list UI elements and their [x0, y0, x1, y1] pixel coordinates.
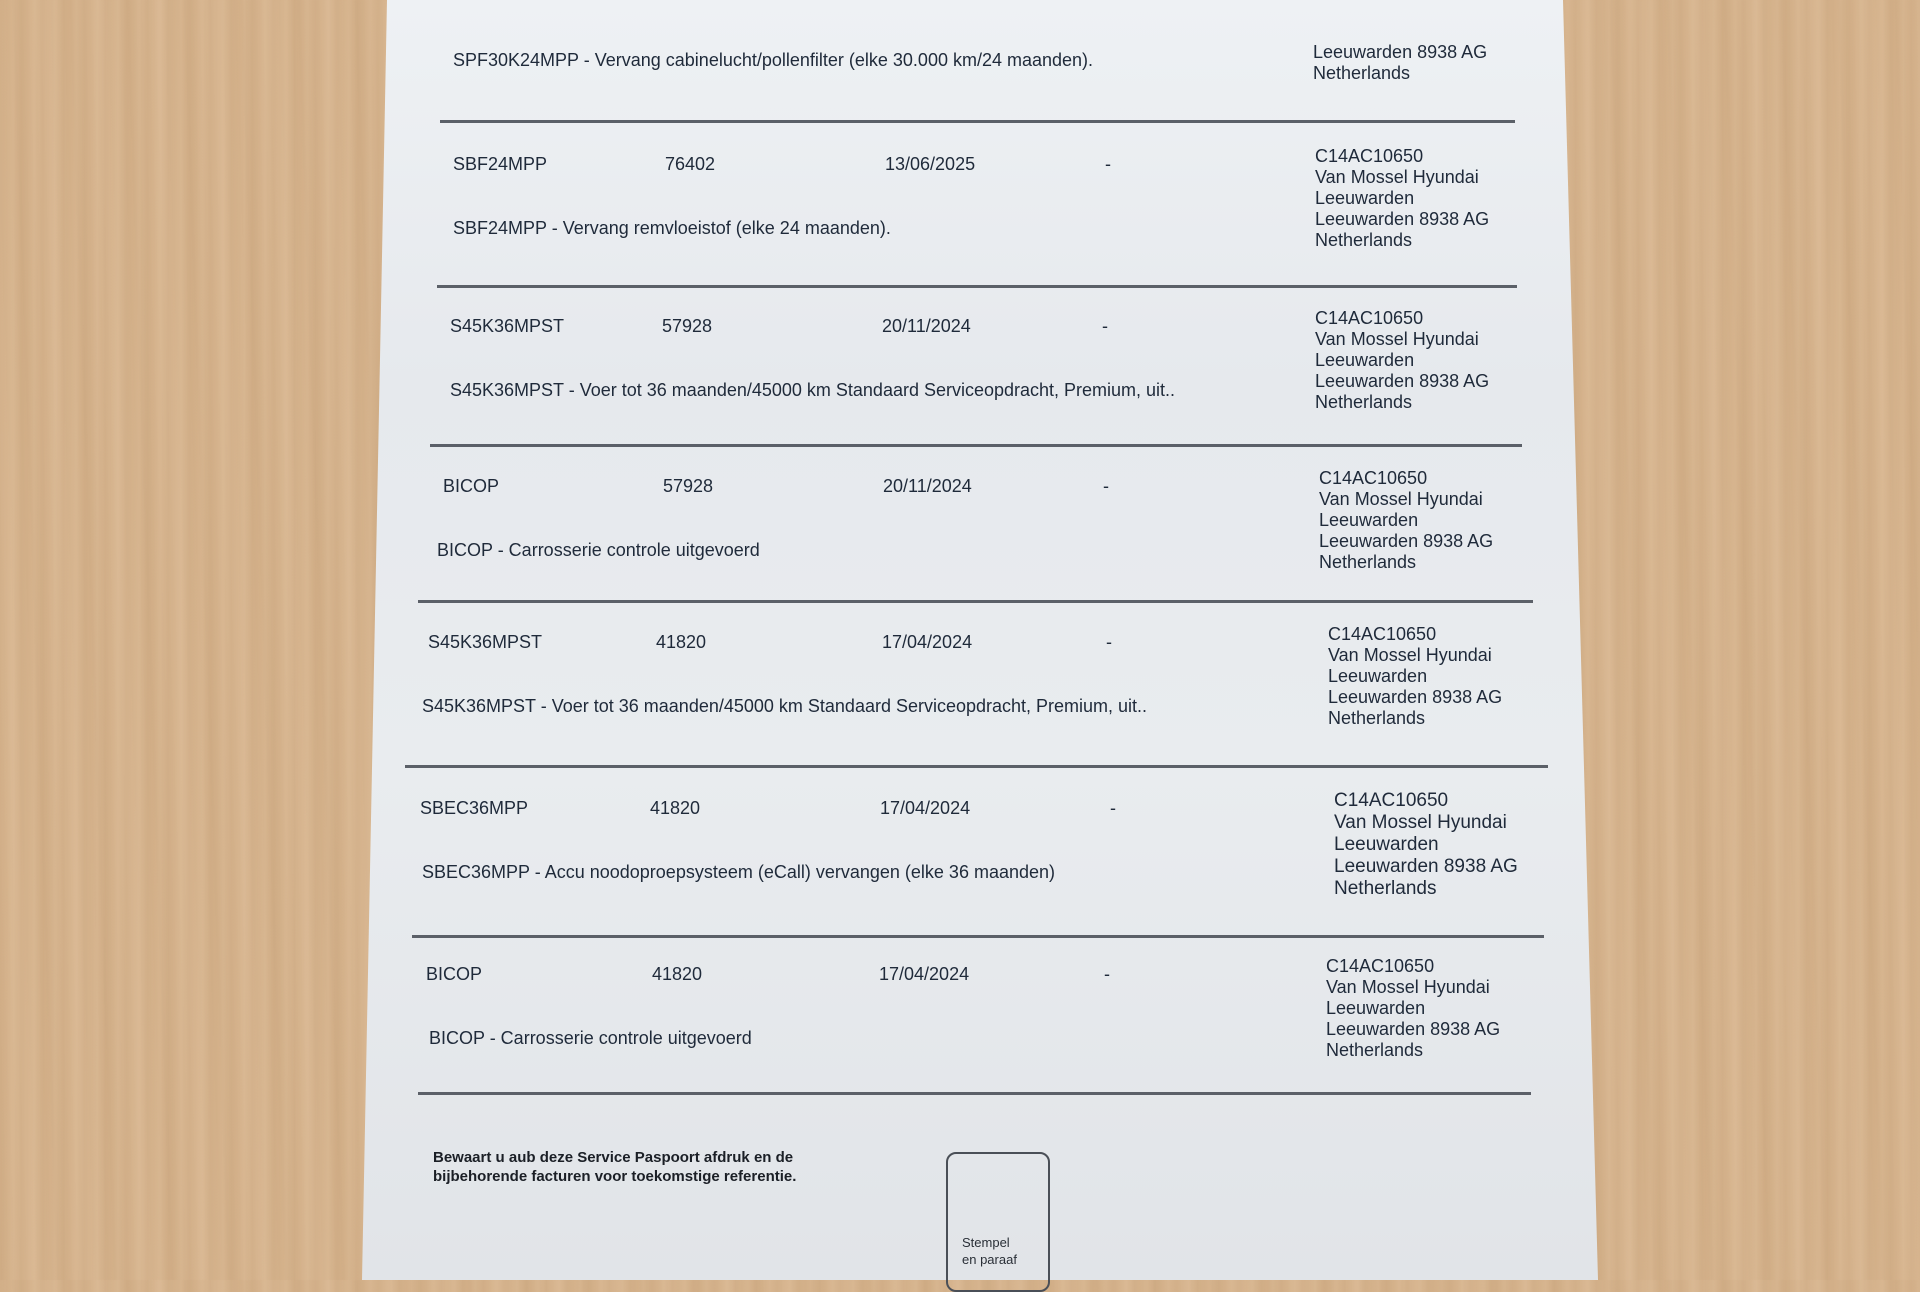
dealer-country: Netherlands: [1328, 708, 1426, 728]
dealer-postcode: Leeuwarden 8938 AG: [1326, 1019, 1501, 1039]
service-date: 17/04/2024: [880, 798, 971, 818]
service-date: 13/06/2025: [885, 154, 976, 174]
retention-note: [433, 1148, 873, 1186]
row-divider: [405, 765, 1548, 768]
entry-description: SPF30K24MPP - Vervang cabinelucht/pollenfilter (elke 30.000 km/24 maanden).: [453, 50, 1094, 70]
service-reference: 57928: [662, 316, 713, 336]
service-reference: 76402: [665, 154, 716, 174]
service-description: SBF24MPP - Vervang remvloeistof (elke 24 maanden).: [453, 218, 891, 238]
service-description: S45K36MPST - Voer tot 36 maanden/45000 km Standaard Serviceopdracht, Premium, uit..: [450, 380, 1176, 400]
service-reference: 41820: [656, 632, 707, 652]
dealer-country: Netherlands: [1315, 392, 1413, 412]
dealer-address: [1326, 956, 1500, 1061]
service-code: SBEC36MPP: [420, 798, 529, 818]
dealer-code: C14AC10650: [1326, 956, 1435, 976]
dealer-code: C14AC10650: [1315, 308, 1424, 328]
row-divider: [418, 1092, 1531, 1095]
dealer-postcode: Leeuwarden 8938 AG: [1319, 531, 1494, 551]
dealer-city: Leeuwarden: [1326, 998, 1426, 1018]
dealer-address: [1328, 624, 1502, 729]
dealer-city: Leeuwarden: [1315, 188, 1415, 208]
stamp-label-line: Stempel: [962, 1235, 1010, 1250]
dealer-address: [1334, 790, 1518, 900]
service-code: SBF24MPP: [453, 154, 548, 174]
dealer-city: Leeuwarden: [1328, 666, 1428, 686]
service-description: S45K36MPST - Voer tot 36 maanden/45000 km Standaard Serviceopdracht, Premium, uit..: [422, 696, 1148, 716]
service-code: S45K36MPST: [428, 632, 543, 652]
service-entry: [422, 308, 1507, 460]
dealer-city: Leeuwarden: [1334, 834, 1439, 855]
stamp-box: [946, 1152, 1050, 1292]
dealer-address: [1315, 308, 1489, 413]
dealer-postcode: Leeuwarden 8938 AG: [1315, 371, 1490, 391]
service-entry: [425, 146, 1510, 298]
dealer-city: Leeuwarden: [1319, 510, 1419, 530]
service-reference: 57928: [663, 476, 714, 496]
row-divider: [440, 120, 1515, 123]
retention-note-line: bijbehorende facturen voor toekomstige referentie.: [433, 1168, 797, 1185]
service-mileage: -: [1110, 798, 1116, 818]
dealer-name: Van Mossel Hyundai: [1326, 977, 1490, 997]
dealer-name: Van Mossel Hyundai: [1328, 645, 1492, 665]
service-reference: 41820: [650, 798, 701, 818]
service-code: BICOP: [443, 476, 500, 496]
service-entry: [392, 790, 1518, 942]
dealer-address: [1319, 468, 1493, 573]
service-date: 17/04/2024: [882, 632, 973, 652]
dealer-code: C14AC10650: [1334, 790, 1449, 811]
row-divider: [437, 285, 1517, 288]
service-date: 20/11/2024: [882, 316, 971, 336]
service-entry: [400, 624, 1503, 776]
service-reference: 41820: [652, 964, 703, 984]
service-code: BICOP: [426, 964, 483, 984]
dealer-postcode: Leeuwarden 8938 AG: [1328, 687, 1503, 707]
service-mileage: -: [1103, 476, 1109, 496]
service-date: 20/11/2024: [883, 476, 972, 496]
dealer-name: Van Mossel Hyundai: [1319, 489, 1483, 509]
dealer-country: Netherlands: [1315, 230, 1413, 250]
dealer-city: Leeuwarden: [1315, 350, 1415, 370]
dealer-postcode: Leeuwarden 8938 AG: [1334, 856, 1518, 877]
row-divider: [412, 935, 1544, 938]
dealer-name: Van Mossel Hyundai: [1315, 329, 1479, 349]
service-mileage: -: [1105, 154, 1111, 174]
service-description: SBEC36MPP - Accu noodoproepsysteem (eCall) vervangen (elke 36 maanden): [422, 862, 1056, 882]
row-divider: [418, 600, 1533, 603]
dealer-code: C14AC10650: [1319, 468, 1428, 488]
dealer-country: Netherlands: [1319, 552, 1417, 572]
stamp-label-line: en paraaf: [962, 1252, 1017, 1267]
retention-note-line: Bewaart u aub deze Service Paspoort afdruk en de: [433, 1149, 794, 1166]
dealer-code: C14AC10650: [1328, 624, 1437, 644]
stamp-label: [948, 1234, 1048, 1268]
dealer-postcode: Leeuwarden 8938 AG: [1315, 209, 1490, 229]
service-mileage: -: [1106, 632, 1112, 652]
dealer-code: C14AC10650: [1315, 146, 1424, 166]
service-description: BICOP - Carrosserie controle uitgevoerd: [437, 540, 760, 560]
service-code: S45K36MPST: [450, 316, 565, 336]
dealer-line: Leeuwarden 8938 AG: [1313, 42, 1488, 62]
dealer-country: Netherlands: [1326, 1040, 1424, 1060]
service-entry: [398, 956, 1501, 1108]
dealer-line: Netherlands: [1313, 63, 1411, 83]
dealer-country: Netherlands: [1334, 878, 1437, 899]
service-entry: [415, 468, 1500, 620]
service-date: 17/04/2024: [879, 964, 970, 984]
dealer-name: Van Mossel Hyundai: [1315, 167, 1479, 187]
dealer-address: [1315, 146, 1489, 251]
dealer-name: Van Mossel Hyundai: [1334, 812, 1507, 833]
service-mileage: -: [1104, 964, 1110, 984]
service-mileage: -: [1102, 316, 1108, 336]
service-description: BICOP - Carrosserie controle uitgevoerd: [429, 1028, 752, 1048]
row-divider: [430, 444, 1522, 447]
dealer-address: [1313, 42, 1487, 84]
